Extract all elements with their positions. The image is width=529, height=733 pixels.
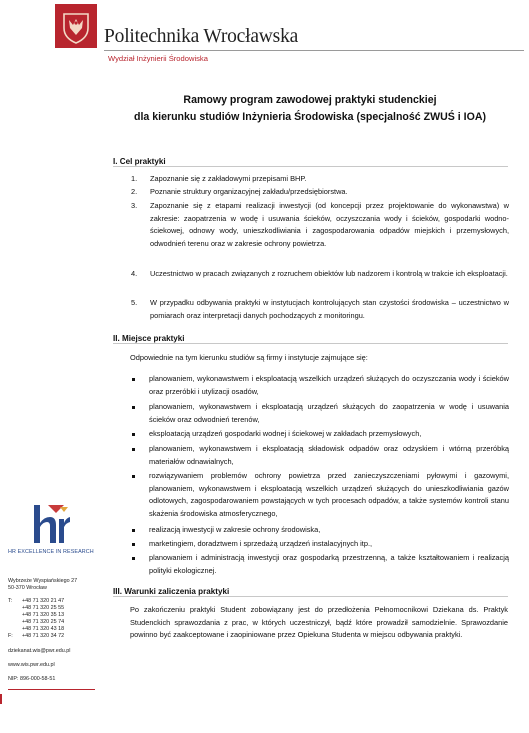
phone-label: T: xyxy=(8,598,13,604)
list-text: Zapoznanie się z zakładowymi przepisami BHP. xyxy=(150,174,307,183)
phone-number: +48 71 320 43 18 xyxy=(22,626,65,632)
list-text: eksploatacją urządzeń gospodarki wodnej i ściekowej w zakładach przemysłowych, xyxy=(149,429,422,438)
email-link[interactable]: dziekanat.wis@pwr.edu.pl xyxy=(8,648,71,654)
bullet-icon xyxy=(132,448,135,451)
sidebar-divider xyxy=(8,689,95,690)
section2-intro: Odpowiednie na tym kierunku studiów są firmy i instytucje zajmujące się: xyxy=(130,353,368,362)
document-title-line1: Ramowy program zawodowej praktyki studenckiej xyxy=(183,94,437,106)
footer-accent xyxy=(0,694,2,704)
hr-excellence-label: HR EXCELLENCE IN RESEARCH xyxy=(8,549,94,555)
list-text: Poznanie struktury organizacyjnej zakładu/przedsiębiorstwa. xyxy=(150,187,348,196)
list-item xyxy=(131,200,509,250)
list-number: 2. xyxy=(131,187,138,196)
list-text: Uczestnictwo w pracach związanych z rozruchem obiektów lub nadzorem i kontrolą w trakcie ich eksploatacji. xyxy=(150,269,508,278)
list-item xyxy=(131,297,509,322)
section3-heading: III. Warunki zaliczenia praktyki xyxy=(113,587,230,596)
list-number: 3. xyxy=(131,201,138,210)
section1-heading: I. Cel praktyki xyxy=(113,157,166,166)
list-item xyxy=(131,401,509,426)
header-divider xyxy=(104,50,524,51)
section2-divider xyxy=(113,343,508,344)
list-item xyxy=(131,524,509,537)
list-number: 4. xyxy=(131,269,138,278)
list-number: 1. xyxy=(131,174,138,183)
bullet-icon xyxy=(132,557,135,560)
phone-number: +48 71 320 21 47 xyxy=(22,598,65,604)
university-logo xyxy=(55,4,97,48)
hr-excellence-logo-icon xyxy=(30,503,70,545)
section3-text: Po zakończeniu praktyki Student zobowiązany jest do przedłożenia Pełnomocnikowi Dziekana ds. Praktyk Studenckich sprawozdania z prac, w których uczestniczył, bądź które prowadził samodzielnie. Sprawozdanie powinno być zaakceptowane i zaopiniowane przez Opiekuna Studenta w miejscu odbywania praktyki. xyxy=(130,605,508,640)
bullet-icon xyxy=(132,543,135,546)
phone-number: +48 71 320 34 72 xyxy=(22,633,65,639)
bullet-icon xyxy=(132,406,135,409)
phone-number: +48 71 320 25 74 xyxy=(22,619,65,625)
list-text: W przypadku odbywania praktyki w instytucjach kontrolujących stan czystości środowiska – uczestnictwo w pomiarach oraz interpretacji danych pochodzących z monitoringu. xyxy=(150,298,509,320)
faculty-name: Wydział Inżynierii Środowiska xyxy=(108,54,208,63)
list-text: planowaniem, wykonawstwem i eksploatacją składowisk odpadów oraz odzyskiem i wtórną przeróbką materiałów odnawialnych, xyxy=(149,444,509,466)
list-text: rozwiązywaniem problemów ochrony powietrza przed zanieczyszczeniami pyłowymi i gazowymi, planowaniem, wykonawstwem i eksploatacją wszelkich urządzeń służących do unieszkodliwiania gazów odlotowych, zagospodarowaniem powstających w tych procesach odpadów, a także systemów kontroli stanu skażenia środowiska atmosferycznego, xyxy=(149,471,509,518)
phone-label: F: xyxy=(8,633,13,639)
list-item xyxy=(131,373,509,398)
website-link[interactable]: www.wis.pwr.edu.pl xyxy=(8,662,55,668)
list-item xyxy=(131,552,509,577)
document-title-line2: dla kierunku studiów Inżynieria Środowiska (specjalność ZWUŚ i IOA) xyxy=(133,111,487,123)
list-item xyxy=(131,428,509,441)
bullet-icon xyxy=(132,378,135,381)
eagle-crest-icon xyxy=(55,4,97,48)
section2-heading: II. Miejsce praktyki xyxy=(113,334,185,343)
list-text: planowaniem, wykonawstwem i eksploatacją urządzeń służących do zaopatrzenia w wodę i usuwania ścieków oraz odwodnień terenów, xyxy=(149,402,509,424)
university-name: Politechnika Wrocławska xyxy=(104,26,299,47)
phone-number: +48 71 320 35 13 xyxy=(22,612,65,618)
list-number: 5. xyxy=(131,298,138,307)
phone-number: +48 71 320 25 55 xyxy=(22,605,65,611)
list-text: planowaniem, wykonawstwem i eksploatacją wszelkich urządzeń służących do oczyszczania wody i ścieków oraz przeróbki i utylizacji osadów, xyxy=(149,374,509,396)
list-text: planowaniem i administracją inwestycji oraz gospodarką przestrzenną, a także kształtowaniem i realizacją polityki ekologicznej. xyxy=(149,553,509,575)
bullet-icon xyxy=(132,475,135,478)
bullet-icon xyxy=(132,529,135,532)
nip-number: NIP: 896-000-58-51 xyxy=(8,676,56,682)
bullet-icon xyxy=(132,433,135,436)
list-item xyxy=(131,173,509,186)
list-item xyxy=(131,186,509,199)
address-line1: Wybrzeże Wyspiańskiego 27 xyxy=(8,578,78,584)
address-line2: 50-370 Wrocław xyxy=(8,585,47,591)
section3-divider xyxy=(113,596,508,597)
list-item xyxy=(131,538,509,551)
list-item xyxy=(131,470,509,520)
list-text: realizacją inwestycji w zakresie ochrony środowiska, xyxy=(149,525,321,534)
list-text: Zapoznanie się z etapami realizacji inwestycji (od koncepcji przez projektowanie do wykonawstwa) w zakresie: zaopatrzenia w wodę i usuwania ścieków, oczyszczania wody i ścieków, gospodarki wodno-ściekowej, odnowy wody, unieszkodliwiania i zagospodarowania odpadów miejskich i przemysłowych, odwodnień terenu oraz w zakresie ochrony powietrza. xyxy=(150,201,509,248)
list-item xyxy=(131,268,509,281)
section1-divider xyxy=(113,166,508,167)
list-item xyxy=(131,443,509,468)
list-text: marketingiem, doradztwem i sprzedażą urządzeń instalacyjnych itp., xyxy=(149,539,373,548)
